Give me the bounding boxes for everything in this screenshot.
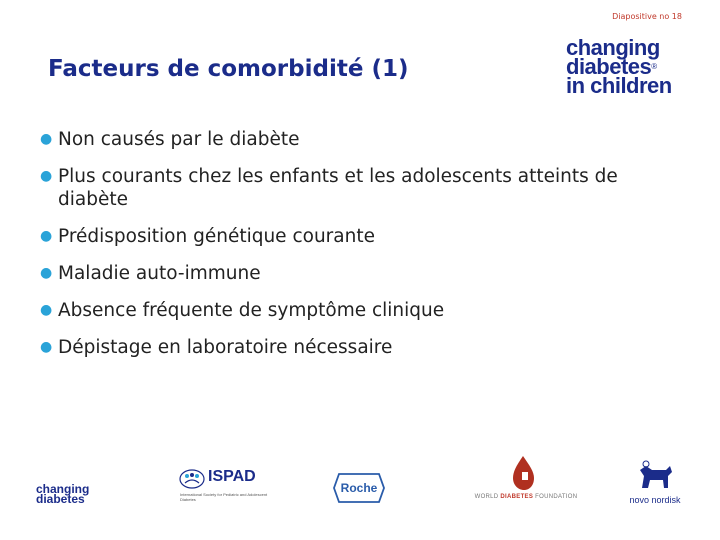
novo-nordisk-logo: [622, 458, 688, 508]
slide-number: Diapositive no 18: [612, 12, 682, 21]
world-diabetes-foundation-logo: WORLD DIABETES FOUNDATION: [470, 454, 582, 504]
bullet-item: ● Maladie auto-immune: [40, 263, 261, 284]
bullet-icon: ●: [40, 228, 53, 244]
logo-line-3: in children: [566, 73, 672, 98]
apis-bull-icon: [622, 458, 688, 494]
slide-title: Facteurs de comorbidité (1): [48, 56, 409, 82]
sponsor-logos-footer: [0, 450, 720, 510]
bullet-icon: ●: [40, 131, 53, 147]
bullet-item: ● Plus courants chez les enfants et les adolescents atteints de diabète: [40, 166, 618, 210]
changing-diabetes-logo: changing diabetes: [36, 482, 90, 506]
ispad-emblem-icon: [178, 468, 206, 490]
bullet-item: ● Absence fréquente de symptôme clinique: [40, 300, 445, 321]
bullet-icon: ●: [40, 265, 53, 281]
registered-mark-icon: ®: [651, 62, 657, 71]
drop-icon: [470, 454, 582, 494]
ispad-wordmark: ISPAD: [208, 468, 256, 485]
ispad-subtitle: International Society for Pediatric and Adolescent Diabetes: [180, 492, 268, 502]
roche-wordmark: Roche: [340, 481, 378, 495]
logo-line-1: changing: [566, 35, 660, 60]
bullet-list: [34, 128, 654, 373]
logo-line-2: diabetes: [566, 54, 652, 79]
bullet-item: ● Non causés par le diabète: [40, 129, 300, 150]
bullet-icon: ●: [40, 168, 53, 184]
changing-diabetes-in-children-logo: [566, 35, 686, 98]
bullet-icon: ●: [40, 302, 53, 318]
novo-nordisk-wordmark: novo nordisk: [629, 495, 681, 505]
bullet-item: ● Dépistage en laboratoire nécessaire: [40, 337, 393, 358]
bullet-icon: ●: [40, 339, 53, 355]
bullet-item: ● Prédisposition génétique courante: [40, 226, 375, 247]
roche-logo: [333, 472, 385, 504]
